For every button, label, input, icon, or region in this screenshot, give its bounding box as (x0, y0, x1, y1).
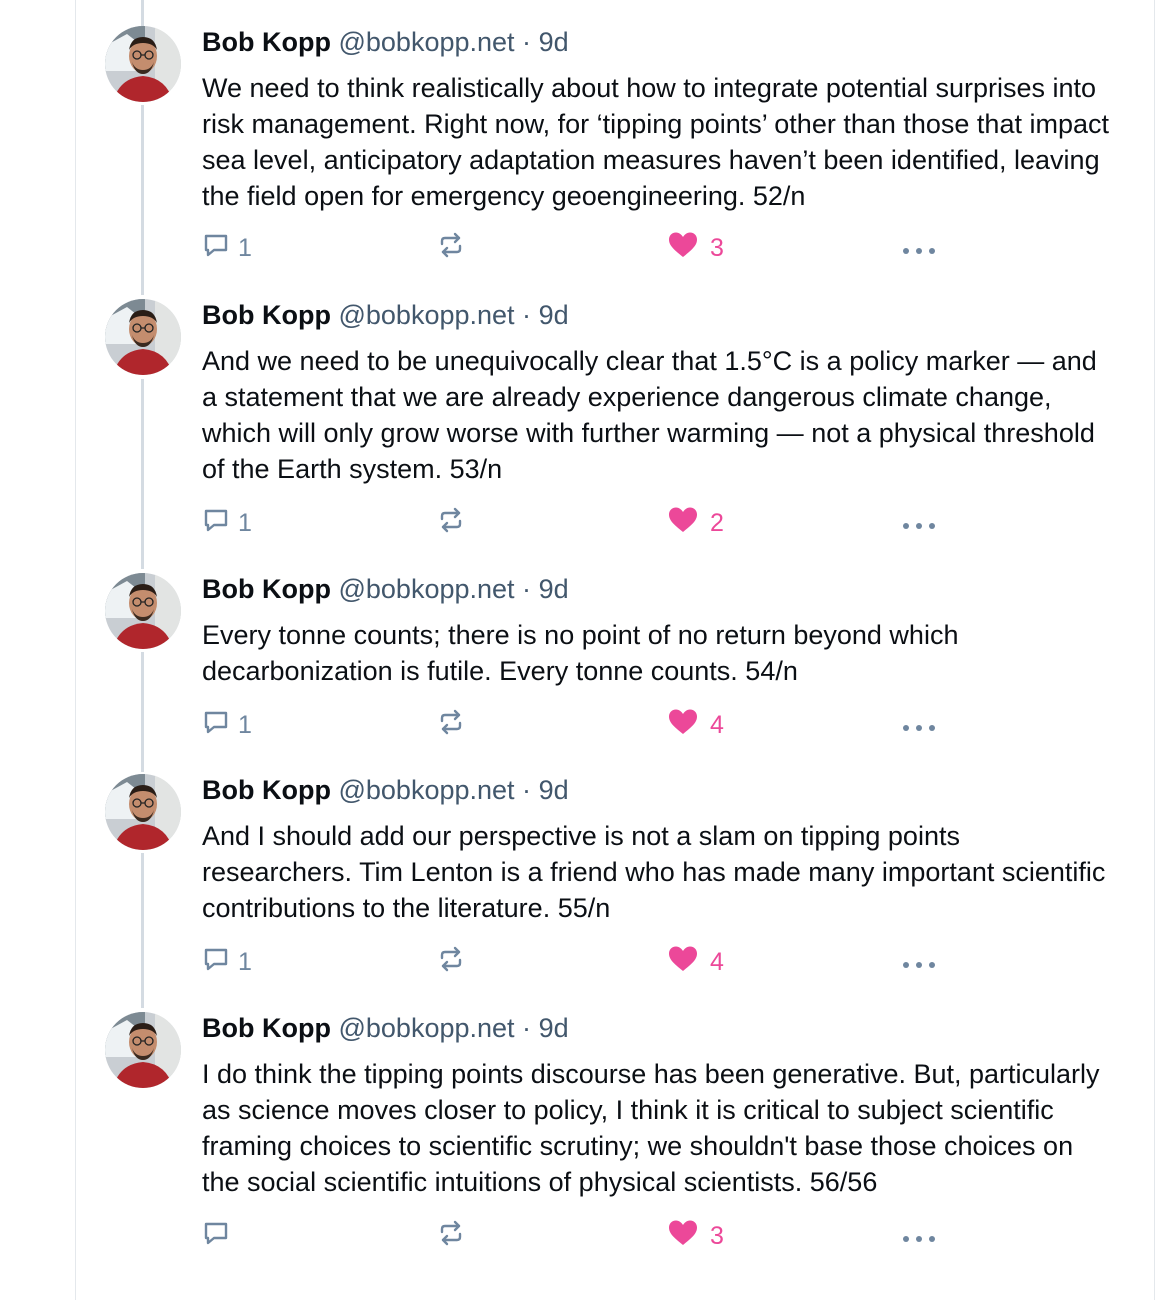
action-bar (202, 944, 1112, 980)
heart-filled-icon (668, 231, 698, 266)
thread-line (141, 853, 144, 1008)
more-options-button[interactable] (902, 505, 936, 541)
author-handle[interactable]: @bobkopp.net (338, 1013, 515, 1043)
like-count: 3 (710, 233, 724, 262)
repost-button[interactable] (437, 707, 465, 743)
author-name[interactable]: Bob Kopp (202, 27, 331, 57)
like-button[interactable] (668, 707, 724, 743)
reply-button[interactable] (202, 505, 252, 541)
action-bar (202, 707, 1112, 743)
ellipsis-icon (902, 948, 936, 977)
reply-count: 1 (238, 947, 252, 976)
action-bar (202, 1218, 1112, 1254)
ellipsis-icon (902, 234, 936, 263)
timestamp[interactable]: 9d (538, 300, 569, 330)
ellipsis-icon (902, 1222, 936, 1251)
post-header (202, 573, 1112, 605)
timestamp[interactable]: 9d (538, 775, 569, 805)
heart-filled-icon (668, 506, 698, 541)
post-text: I do think the tipping points discourse has been generative. But, particularly as science moves closer to policy, I think it is critical to subject scientific framing choices to scientific scrutiny; we shouldn't base those choices on the social scientific intuitions of physical scientists. 56/56 (202, 1059, 1100, 1197)
reply-count: 1 (238, 233, 252, 262)
action-bar (202, 505, 1112, 541)
like-count: 2 (710, 508, 724, 537)
repost-button[interactable] (437, 505, 465, 541)
post-header (202, 299, 1112, 331)
post-text: Every tonne counts; there is no point of no return beyond which decarbonization is futile. Every tonne counts. 54/n (202, 620, 959, 686)
repost-button[interactable] (437, 944, 465, 980)
separator: · (522, 1013, 532, 1043)
like-button[interactable] (668, 1218, 724, 1254)
avatar[interactable] (105, 774, 181, 850)
reply-button[interactable] (202, 944, 252, 980)
like-button[interactable] (668, 230, 724, 266)
repost-arrows-icon (437, 1219, 465, 1254)
author-name[interactable]: Bob Kopp (202, 574, 331, 604)
author-handle[interactable]: @bobkopp.net (338, 27, 515, 57)
more-options-button[interactable] (902, 230, 936, 266)
like-count: 4 (710, 710, 724, 739)
author-name[interactable]: Bob Kopp (202, 775, 331, 805)
repost-arrows-icon (437, 945, 465, 980)
action-bar (202, 230, 1112, 266)
author-handle[interactable]: @bobkopp.net (338, 300, 515, 330)
more-options-button[interactable] (902, 707, 936, 743)
speech-bubble-icon (202, 506, 230, 541)
speech-bubble-icon (202, 231, 230, 266)
reply-button[interactable] (202, 707, 252, 743)
post-header (202, 1012, 1112, 1044)
ellipsis-icon (902, 509, 936, 538)
like-button[interactable] (668, 505, 724, 541)
avatar[interactable] (105, 26, 181, 102)
repost-arrows-icon (437, 506, 465, 541)
like-count: 4 (710, 947, 724, 976)
speech-bubble-icon (202, 1219, 230, 1254)
post-header (202, 774, 1112, 806)
author-name[interactable]: Bob Kopp (202, 300, 331, 330)
thread-line (141, 379, 144, 569)
avatar[interactable] (105, 299, 181, 375)
timestamp[interactable]: 9d (538, 574, 569, 604)
thread-line (141, 105, 144, 295)
separator: · (522, 300, 532, 330)
heart-filled-icon (668, 945, 698, 980)
reply-count: 1 (238, 710, 252, 739)
speech-bubble-icon (202, 708, 230, 743)
heart-filled-icon (668, 708, 698, 743)
like-count: 3 (710, 1221, 724, 1250)
post-text: We need to think realistically about how to integrate potential surprises into risk management. Right now, for ‘tipping points’ other than those that impact sea level, anticipatory adaptation measures haven’t been identified, leaving the field open for emergency geoengineering. 52/n (202, 73, 1109, 211)
separator: · (522, 27, 532, 57)
more-options-button[interactable] (902, 944, 936, 980)
timestamp[interactable]: 9d (538, 27, 569, 57)
author-name[interactable]: Bob Kopp (202, 1013, 331, 1043)
heart-filled-icon (668, 1219, 698, 1254)
avatar[interactable] (105, 1012, 181, 1088)
repost-arrows-icon (437, 708, 465, 743)
post-header (202, 26, 1112, 58)
reply-count: 1 (238, 508, 252, 537)
repost-arrows-icon (437, 231, 465, 266)
avatar[interactable] (105, 573, 181, 649)
author-handle[interactable]: @bobkopp.net (338, 574, 515, 604)
thread-line (141, 652, 144, 772)
post-text: And I should add our perspective is not a slam on tipping points researchers. Tim Lenton is a friend who has made many important scientific contributions to the literature. 55/n (202, 821, 1106, 923)
separator: · (522, 574, 532, 604)
reply-button[interactable] (202, 1218, 238, 1254)
author-handle[interactable]: @bobkopp.net (338, 775, 515, 805)
like-button[interactable] (668, 944, 724, 980)
repost-button[interactable] (437, 1218, 465, 1254)
repost-button[interactable] (437, 230, 465, 266)
separator: · (522, 775, 532, 805)
more-options-button[interactable] (902, 1218, 936, 1254)
thread-line (141, 0, 144, 27)
ellipsis-icon (902, 711, 936, 740)
reply-button[interactable] (202, 230, 252, 266)
timestamp[interactable]: 9d (538, 1013, 569, 1043)
speech-bubble-icon (202, 945, 230, 980)
post-text: And we need to be unequivocally clear that 1.5°C is a policy marker — and a statement that we are already experience dangerous climate change, which will only grow worse with further warming — not a physical threshold of the Earth system. 53/n (202, 346, 1097, 484)
